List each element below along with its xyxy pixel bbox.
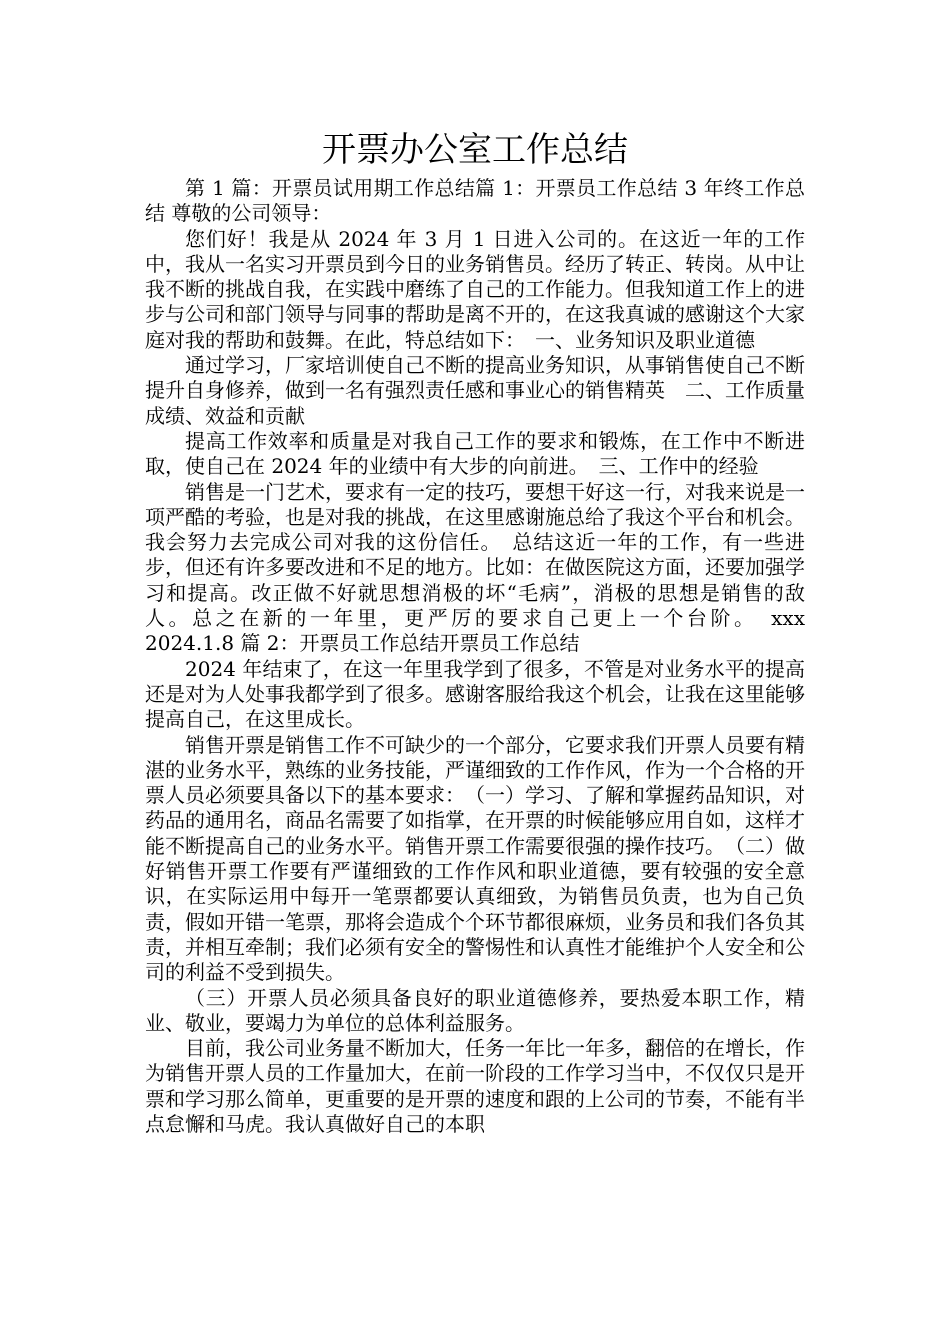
paragraph: （三）开票人员必须具备良好的职业道德修养，要热爱本职工作，精业、敬业，要竭力为单位的总体利益服务。 [145, 985, 805, 1035]
page-title: 开票办公室工作总结 [322, 130, 628, 170]
paragraph: 销售开票是销售工作不可缺少的一个部分，它要求我们开票人员要有精湛的业务水平，熟练的业务技能，严谨细致的工作作风，作为一个合格的开票人员必须要具备以下的基本要求： （一）学习、了解和掌握药品知识，对药品的通用名，商品名需要了如指掌，在开票的时候能够应用自如，这样才能不断提高自己的业务水平。销售开票工作需要很强的操作技巧。 （二）做好销售开票工作要有严谨细致的工作作风和职业道德，要有较强的安全意识，在实际运用中每开一笔票都要认真细致，为销售员负责，也为自己负责，假如开错一笔票，那将会造成个个环节都很麻烦，业务员和我们各负其责，并相互牵制；我们必须有安全的警惕性和认真性才能维护个人安全和公司的利益不受到损失。 [145, 732, 805, 985]
paragraph: 通过学习，厂家培训使自己不断的提高业务知识，从事销售使自己不断提升自身修养，做到一名有强烈责任感和事业心的销售精英 二、工作质量成绩、效益和贡献 [145, 353, 805, 428]
document-body [145, 176, 825, 1137]
paragraph: 销售是一门艺术，要求有一定的技巧，要想干好这一行，对我来说是一项严酷的考验，也是对我的挑战，在这里感谢施总给了我这个平台和机会。我会努力去完成公司对我的这份信任。 总结这近一年的工作，有一些进步，但还有许多要改进和不足的地方。比如：在做医院这方面，还要加强学习和提高。改正做不好就思想消极的坏“毛病”，消极的思想是销售的敌人。总之在新的一年里，更严厉的要求自己更上一个台阶。 xxx 2024.1.8 篇 2：开票员工作总结开票员工作总结 [145, 479, 825, 656]
paragraph: 2024 年结束了，在这一年里我学到了很多，不管是对业务水平的提高还是对为人处事我都学到了很多。感谢客服给我这个机会，让我在这里能够提高自己，在这里成长。 [145, 656, 805, 732]
paragraph: 您们好！我是从 2024 年 3 月 1 日进入公司的。在这近一年的工作中，我从一名实习开票员到今日的业务销售员。经历了转正、转岗。从中让我不断的挑战自我，在实践中磨练了自己的工作能力。但我知道工作上的进步与公司和部门领导与同事的帮助是离不开的，在这我真诚的感谢这个大家庭对我的帮助和鼓舞。在此，特总结如下： 一、业务知识及职业道德 [145, 226, 805, 352]
paragraph: 目前，我公司业务量不断加大，任务一年比一年多，翻倍的在增长，作为销售开票人员的工作量加大，在前一阶段的工作学习当中，不仅仅只是开票和学习那么简单，更重要的是开票的速度和跟的上公司的节奏，不能有半点怠懈和马虎。我认真做好自己的本职 [145, 1036, 805, 1136]
paragraph: 提高工作效率和质量是对我自己工作的要求和锻炼，在工作中不断进取，使自己在 2024 年的业绩中有大步的向前进。 三、工作中的经验 [145, 428, 805, 479]
paragraph: 第 1 篇：开票员试用期工作总结篇 1：开票员工作总结 3 年终工作总结 尊敬的公司领导： [145, 176, 805, 226]
